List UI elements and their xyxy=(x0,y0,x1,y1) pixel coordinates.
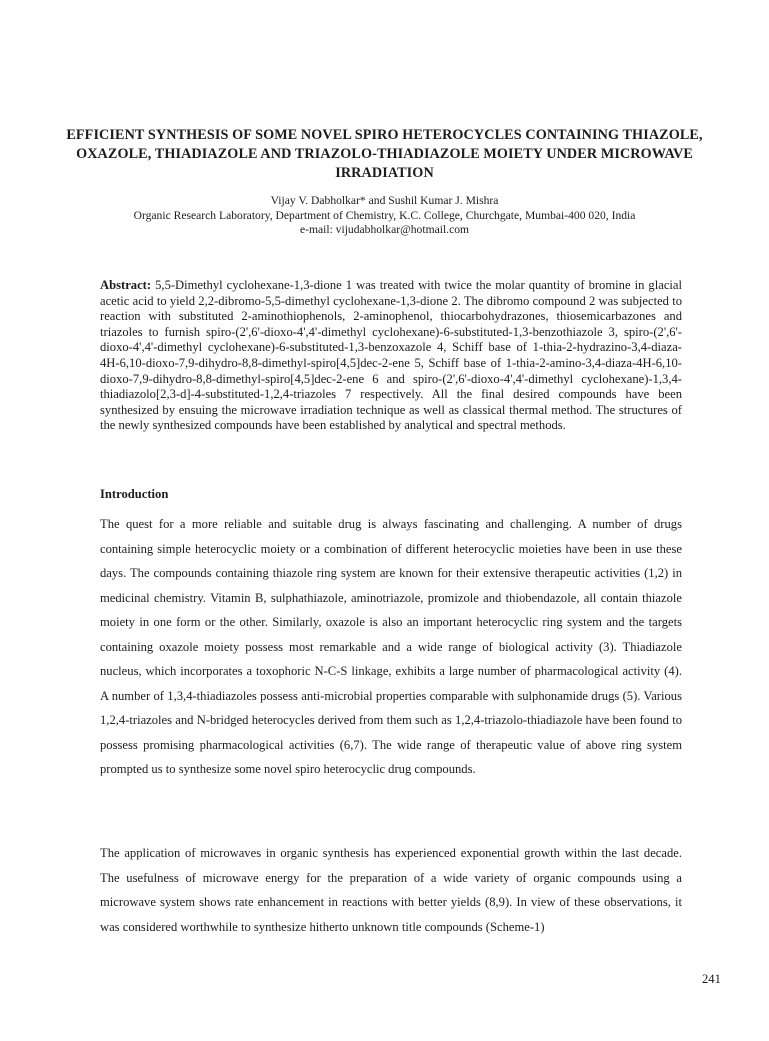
author-names: Vijay V. Dabholkar* and Sushil Kumar J. Mishra xyxy=(270,194,499,207)
affiliation: Organic Research Laboratory, Department of Chemistry, K.C. College, Churchgate, Mumbai-400 020, India xyxy=(133,208,636,222)
introduction-heading: Introduction xyxy=(100,487,169,501)
page-number: 241 xyxy=(702,972,721,986)
abstract-label: Abstract: xyxy=(100,278,152,292)
abstract xyxy=(100,278,682,434)
email-address: e-mail: vijudabholkar@hotmail.com xyxy=(299,223,470,236)
paper-title: EFFICIENT SYNTHESIS OF SOME NOVEL SPIRO HETEROCYCLES CONTAINING THIAZOLE, OXAZOLE, THIADIAZOLE AND TRIAZOLO-THIADIAZOLE MOIETY UNDER MICROWAVE IRRADIATION xyxy=(66,127,703,181)
introduction-paragraph-2: The application of microwaves in organic synthesis has experienced exponential growth within the last decade. The usefulness of microwave energy for the preparation of a wide variety of organic compounds using a microwave system shows rate enhancement in reactions with better yields (8,9). In view of these observations, it was considered worthwhile to synthesize hitherto unknown title compounds (Scheme-1) xyxy=(100,846,682,934)
introduction-paragraph-1: The quest for a more reliable and suitable drug is always fascinating and challenging. A number of drugs containing simple heterocyclic moiety or a combination of different heterocyclic moieties have been in use these days. The compounds containing thiazole ring system are known for their extensive therapeutic activities (1,2) in medicinal chemistry. Vitamin B, sulphathiazole, aminotriazole, promizole and thiobendazole, all contain thiazole moiety in one form or the other. Similarly, oxazole is also an important heterocyclic ring system and the targets containing oxazole moiety possess most remarkable and a wide range of biological activity (3). Thiadiazole nucleus, which incorporates a toxophoric N-C-S linkage, exhibits a large number of pharmacological activity (4). A number of 1,3,4-thiadiazoles possess anti-microbial properties comparable with sulphonamide drugs (5). Various 1,2,4-triazoles and N-bridged heterocycles derived from them such as 1,2,4-triazolo-thiadiazole have been found to possess promising pharmacological activities (6,7). The wide range of therapeutic value of above ring system prompted us to synthesize some novel spiro heterocyclic drug compounds. xyxy=(100,517,682,776)
abstract-text: 5,5-Dimethyl cyclohexane-1,3-dione 1 was treated with twice the molar quantity of bromine in glacial acetic acid to yield 2,2-dibromo-5,5-dimethyl cyclohexane-1,3-dione 2. The dibromo compound 2 was subjected to reaction with substituted 2-aminothiophenols, 2-aminophenol, thiocarbohydrazones, thiosemicarbazones and triazoles to furnish spiro-(2',6'-dioxo-4',4'-dimethyl cyclohexane)-6-substituted-1,3-benzothiazole 3, spiro-(2',6'-dioxo-4',4'-dimethyl cyclohexane)-6-substituted-1,3-benzoxazole 4, Schiff base of 1-thia-2-hydrazino-3,4-diaza-4H-6,10-dioxo-7,9-dihydro-8,8-dimethyl-spiro[4,5]dec-2-ene 5, Schiff base of 1-thia-2-amino-3,4-diaza-4H-6,10-dioxo-7,9-dihydro-8,8-dimethyl-spiro[4,5]dec-2-ene 6 and spiro-(2',6'-dioxo-4',4'-dimethyl cyclohexane)-1,3,4-thiadiazolo[2,3-d]-4-substituted-1,2,4-triazoles 7 respectively. All the final desired compounds have been synthesized by ensuing the microwave irradiation technique as well as classical thermal method. The structures of the newly synthesized compounds have been established by analytical and spectral methods. xyxy=(100,278,682,433)
author-block xyxy=(60,194,709,238)
